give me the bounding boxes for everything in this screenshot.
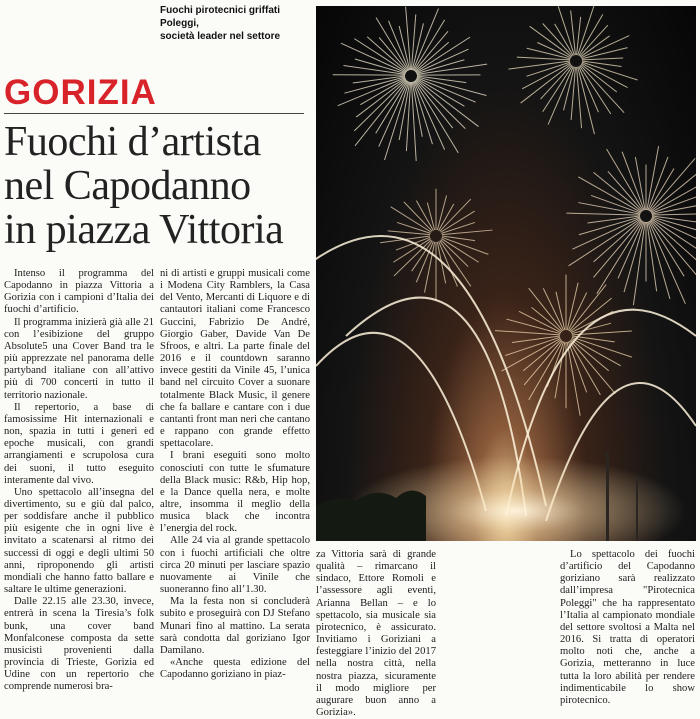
article-paragraph: ni di artisti e gruppi musicali come i Modena City Ramblers, la Casa del Vento, Mercanti di Liquore e di cantautori italiani come Francesco Guccini, Fabrizio De André, Giorgio Gaber, Davide Van De Sfroos, e altri. La parte finale del 2016 e il countdown saranno invece gestiti da Vinile 45, l’unica band nel circuito Cover a suonare totalmente Black Music, il genere che fa ballare e cantare con i due cantanti front man neri che cantano e rappano con grande effetto spettacolare. [160,268,310,450]
section-label: GORIZIA [4,74,157,112]
article-column-3 [316,549,436,719]
firework-burst [508,6,637,134]
fireworks-illustration [316,6,696,541]
article-paragraph: Intenso il programma del Capodanno in piazza Vittoria a Gorizia con i campioni d’Italia dei fuochi d’artificio. [4,268,154,317]
caption-line-2: società leader nel settore [160,30,310,43]
firework-burst [566,146,696,305]
article-paragraph: «Anche questa edizione del Capodanno goriziano in piaz- [160,657,310,681]
article-paragraph: Dalle 22.15 alle 23.30, invece, entrerà in scena la Tiresia’s folk bunk, una cover band Monfalconese composta da sette musicisti provenienti dalla provincia di Trieste, Gorizia ed Udine con un repertorio che comprende numerosi bra- [4,596,154,693]
article-column-4 [560,549,695,707]
article-paragraph: Lo spettacolo dei fuochi d’artificio del Capodanno goriziano sarà realizzato dall’impresa "Pirotecnica Poleggi" che ha rappresentato l’Italia al campionato mondiale del settore svoltosi a Malta nel 2016. Si tratta di operatori molto noti che, anche a Gorizia, metteranno in luce tutta la loro abilità per rendere indimenticabile lo show pirotecnico. [560,549,695,707]
article-paragraph: Ma la festa non si concluderà subito e proseguirà con DJ Stefano Munari fino al mattino. La serata sarà condotta dal goriziano Igor Damilano. [160,596,310,657]
article-paragraph: I brani eseguiti sono molto conosciuti con tutte le sfumature della Black music: R&b, Hip hop, e la Dance quella nera, e molte altre, insomma il meglio della musica black che incontra l’energia del rock. [160,450,310,535]
section-rule [4,113,304,114]
article-column-1 [4,268,154,693]
fireworks-photo [316,6,696,541]
pole-silhouette [636,476,638,541]
tree-silhouette [316,490,426,541]
pole-silhouette [606,451,609,541]
article-paragraph: Il repertorio, a base di famosissime Hit internazionali e non, spazia in tutti i generi ed epoche musicali, con grandi arrangiamenti e scrupolosa cura dei suoni, il tutto eseguito interamente dal vivo. [4,402,154,487]
headline-line-2: nel Capodanno [4,164,312,208]
headline-line-3: in piazza Vittoria [4,208,312,252]
article-column-2 [160,268,310,681]
article-paragraph: Uno spettacolo all’insegna del divertimento, su e giù dal palco, per soddisfare anche il pubblico più esigente che in ogni live è invitato a scatenarsi al ritmo dei successi di oggi e degli ultimi 50 anni, riproponendo gli artisti mondiali che hanno fatto ballare e saltare le ultime generazioni. [4,487,154,596]
firework-burst [333,7,487,161]
article-paragraph: za Vittoria sarà di grande qualità – rimarcano il sindaco, Ettore Romoli e l’assessore agli eventi, Arianna Bellan – e lo spettacolo, sia musicale sia pirotecnico, è assicurato. Invitiamo i Goriziani a festeggiare l’inizio del 2017 nella nostra città, nella nostra piazza, sicuramente il modo migliore per augurare buon anno a Gorizia». [316,549,436,719]
article-paragraph: Alle 24 via al grande spettacolo con i fuochi artificiali che oltre circa 20 minuti per lasciare spazio nuovamente ai Vinile che suoneranno fino all’1.30. [160,535,310,596]
photo-caption [160,4,310,43]
headline [4,120,312,252]
article-paragraph: Il programma inizierà già alle 21 con l’esibizione del gruppo Absolute5 una Cover Band tra le più apprezzate nel panorama delle partyband italiane con all’attivo più di 700 concerti in tutto il territorio nazionale. [4,317,154,402]
caption-line-1: Fuochi pirotecnici griffati Poleggi, [160,4,310,30]
firework-burst [380,189,492,301]
headline-line-1: Fuochi d’artista [4,120,312,164]
